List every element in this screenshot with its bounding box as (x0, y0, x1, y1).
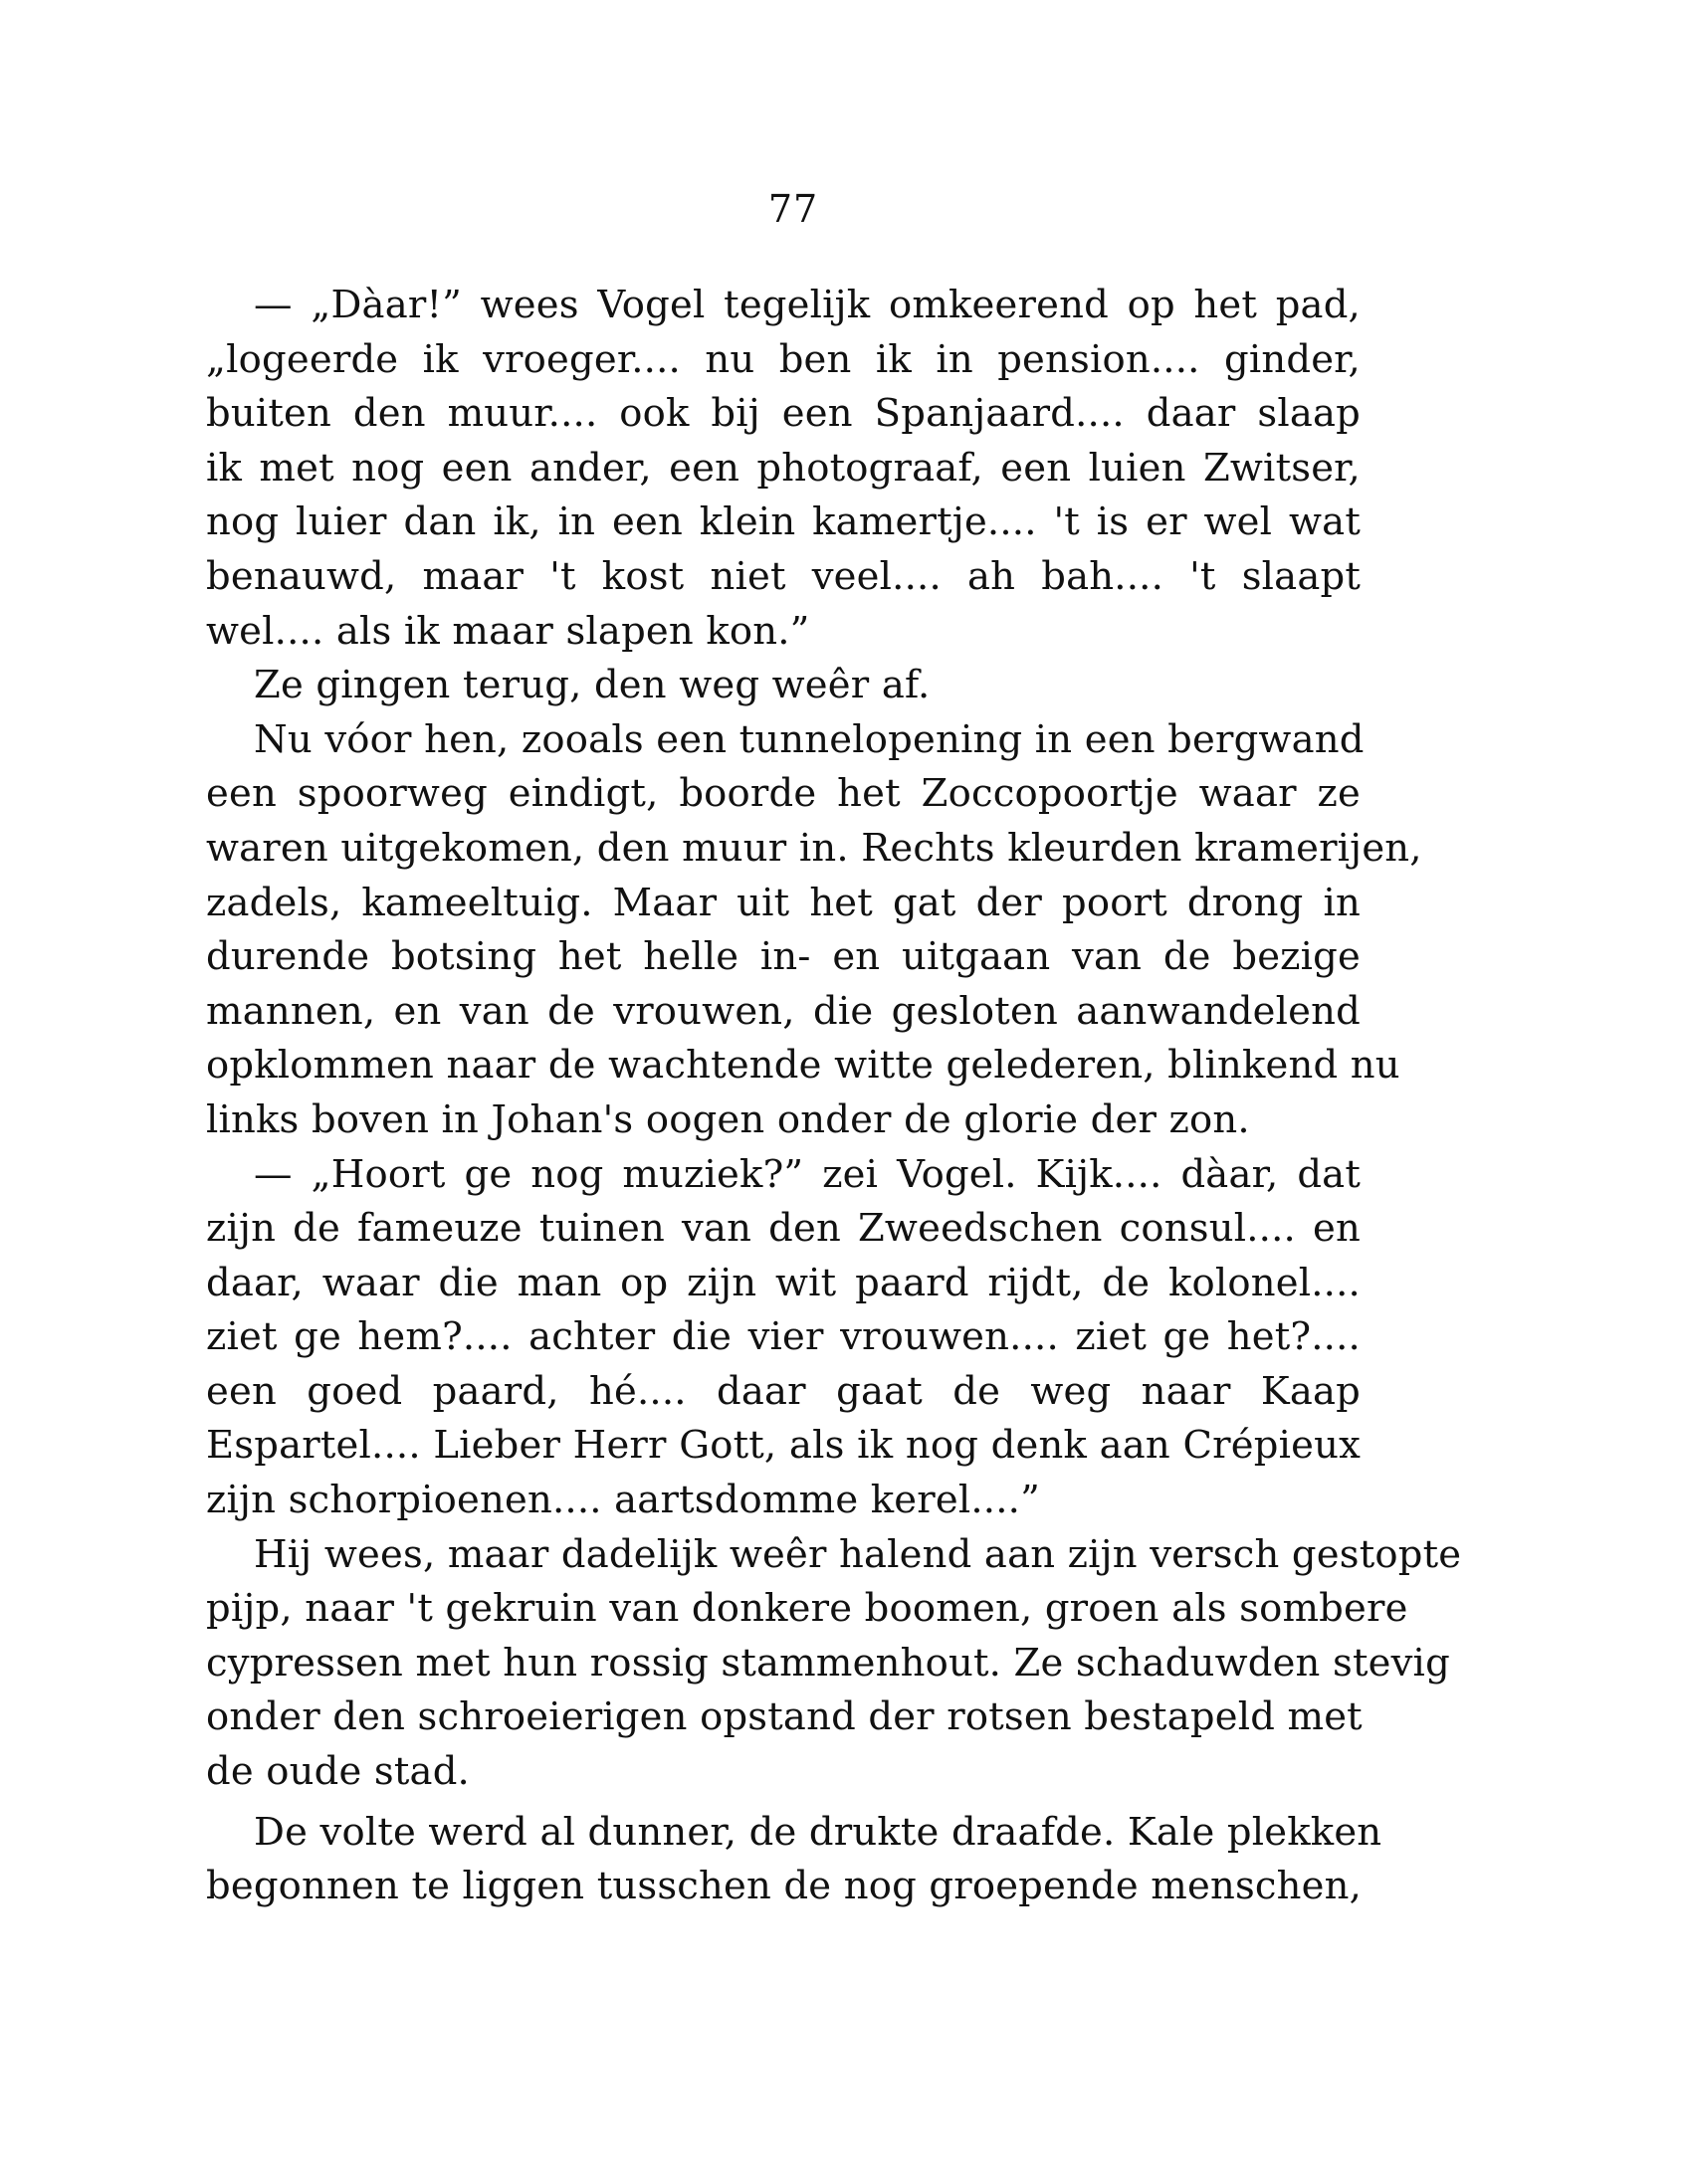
text-line: cypressen met hun rossig stammenhout. Ze schaduwden stevig (206, 1640, 1450, 1686)
text-line: begonnen te liggen tusschen de nog groepende menschen, (206, 1864, 1363, 1909)
text-line: een spoorweg eindigt, boorde het Zoccopoortje waar ze (206, 771, 1361, 817)
text-line: nog luier dan ik, in een klein kamertje.... 't is er wel wat (206, 499, 1361, 545)
text-line: zijn de fameuze tuinen van den Zweedschen consul.... en (206, 1206, 1361, 1252)
text-line: ik met nog een ander, een photograaf, een luien Zwitser, (206, 445, 1361, 491)
paragraph (206, 659, 1361, 713)
text-line: Ze gingen terug, den weg weêr af. (254, 663, 931, 708)
text-line: — „Dàar!” wees Vogel tegelijk omkeerend op het pad, (254, 283, 1361, 327)
page-number: 77 (767, 187, 819, 231)
text-line: mannen, en van de vrouwen, die gesloten aanwandelend (206, 988, 1361, 1034)
body-text (206, 279, 1462, 1914)
text-line: buiten den muur.... ook bij een Spanjaard.... daar slaap (206, 391, 1361, 437)
text-line: links boven in Johan's oogen onder de glorie der zon. (206, 1096, 1250, 1142)
paragraph (206, 279, 1361, 659)
text-line: wel.... als ik maar slapen kon.” (206, 608, 810, 654)
paragraph (206, 1806, 1382, 1914)
text-line: opklommen naar de wachtende witte gelederen, blinkend nu (206, 1043, 1400, 1089)
text-line: — „Hoort ge nog muziek?” zei Vogel. Kijk.... dàar, dat (254, 1151, 1361, 1197)
text-line: waren uitgekomen, den muur in. Rechts kleurden kramerijen, (206, 825, 1422, 871)
paragraph (206, 1528, 1462, 1800)
text-line: ziet ge hem?.... achter die vier vrouwen.... ziet ge het?.... (206, 1314, 1361, 1360)
text-line: Espartel.... Lieber Herr Gott, als ik nog denk aan Crépieux (206, 1423, 1361, 1469)
text-line: daar, waar die man op zijn wit paard rijdt, de kolonel.... (206, 1260, 1361, 1305)
text-line: „logeerde ik vroeger.... nu ben ik in pension.... ginder, (206, 336, 1361, 382)
text-line: een goed paard, hé.... daar gaat de weg naar Kaap (206, 1368, 1361, 1414)
text-line: onder den schroeierigen opstand der rotsen bestapeld met (206, 1694, 1363, 1740)
text-line: zadels, kameeltuig. Maar uit het gat der poort drong in (206, 880, 1361, 925)
text-line: De volte werd al dunner, de drukte draafde. Kale plekken (254, 1809, 1382, 1855)
text-line: durende botsing het helle in- en uitgaan van de bezige (206, 934, 1361, 980)
text-line: de oude stad. (206, 1749, 470, 1795)
text-line: benauwd, maar 't kost niet veel.... ah bah.... 't slaapt (206, 553, 1361, 599)
text-line: zijn schorpioenen.... aartsdomme kerel....” (206, 1478, 1041, 1523)
text-line: Hij wees, maar dadelijk weêr halend aan zijn versch gestopte (254, 1531, 1462, 1577)
text-line: Nu vóor hen, zooals een tunnelopening in een bergwand (254, 716, 1365, 762)
text-line: pijp, naar 't gekruin van donkere boomen, groen als sombere (206, 1586, 1408, 1632)
paragraph (206, 1148, 1361, 1528)
paragraph (206, 713, 1422, 1148)
